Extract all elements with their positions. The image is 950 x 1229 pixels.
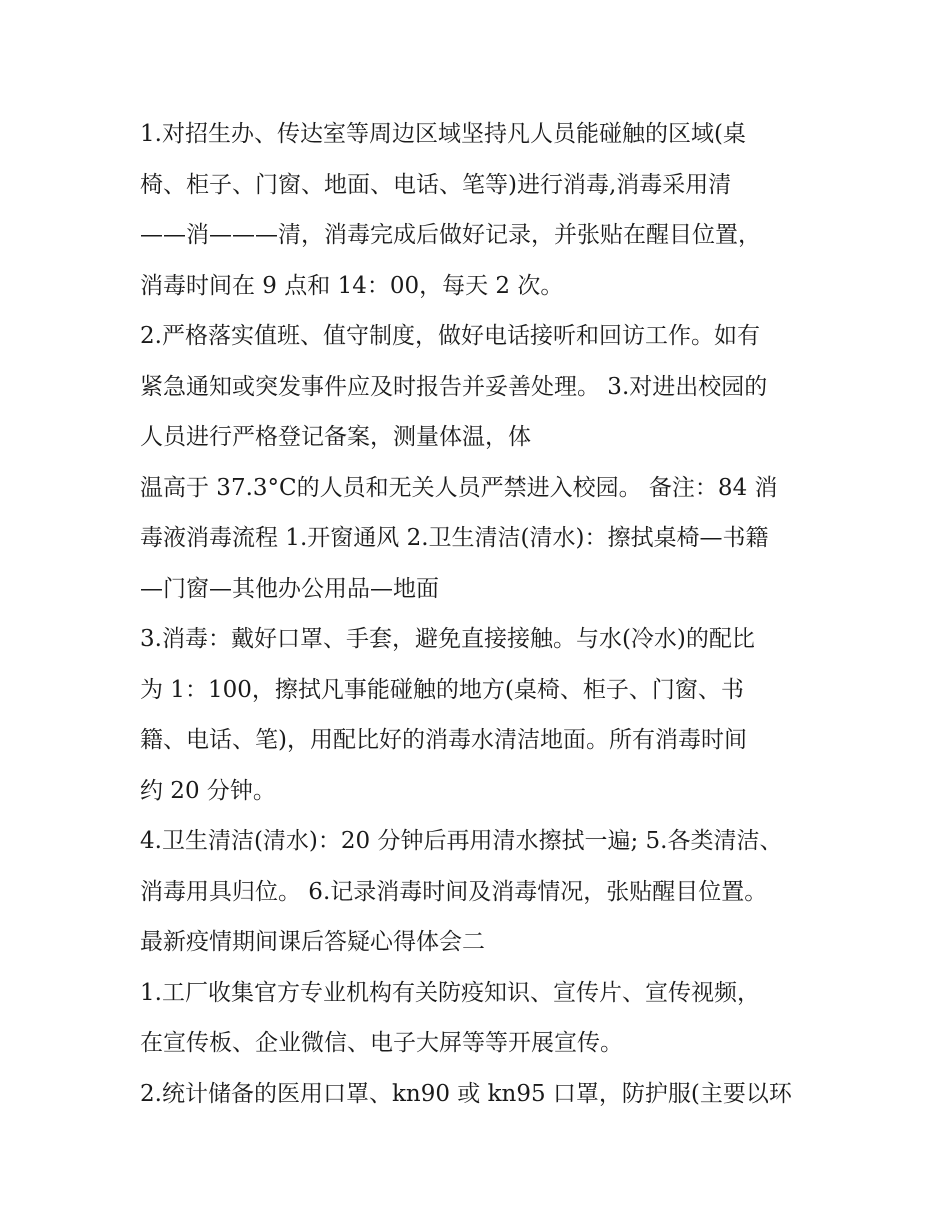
text-line: 为 1：100，擦拭凡事能碰触的地方(桌椅、柜子、门窗、书: [140, 676, 744, 703]
text-line: —门窗—其他办公用品—地面: [140, 575, 439, 602]
text-line: 紧急通知或突发事件应及时报告并妥善处理。 3.对进出校园的: [140, 373, 768, 400]
text-line: 约 20 分钟。: [140, 777, 276, 804]
document-body: [140, 109, 820, 1119]
text-line: 1.对招生办、传达室等周边区域坚持凡人员能碰触的区域(桌: [140, 121, 746, 147]
text-line: 3.消毒：戴好口罩、手套，避免直接接触。与水(冷水)的配比: [140, 626, 755, 652]
text-line: 毒液消毒流程 1.开窗通风 2.卫生清洁(清水)：擦拭桌椅—书籍: [140, 525, 769, 551]
text-line: ——消———清，消毒完成后做好记录，并张贴在醒目位置，: [140, 222, 761, 248]
text-line: 4.卫生清洁(清水)：20 分钟后再用清水擦拭一遍; 5.各类清洁、: [140, 828, 783, 854]
text-line: 人员进行严格登记备案，测量体温，体: [140, 424, 531, 450]
text-line: 温高于 37.3°C的人员和无关人员严禁进入校园。 备注：84 消: [140, 474, 778, 501]
text-line: 消毒用具归位。 6.记录消毒时间及消毒情况，张贴醒目位置。: [140, 878, 768, 905]
text-line: 1.工厂收集官方专业机构有关防疫知识、宣传片、宣传视频，: [140, 979, 760, 1006]
text-line: 籍、电话、笔)，用配比好的消毒水清洁地面。所有消毒时间: [140, 727, 747, 753]
text-line: 在宣传板、企业微信、电子大屏等等开展宣传。: [140, 1030, 623, 1056]
text-line: 2.严格落实值班、值守制度，做好电话接听和回访工作。如有: [140, 323, 760, 349]
text-line: 消毒时间在 9 点和 14：00，每天 2 次。: [140, 272, 564, 299]
text-line: 椅、柜子、门窗、地面、电话、笔等)进行消毒,消毒采用清: [140, 171, 732, 198]
text-line: 2.统计储备的医用口罩、kn90 或 kn95 口罩，防护服(主要以环: [140, 1080, 792, 1107]
section-heading: 最新疫情期间课后答疑心得体会二: [140, 929, 485, 955]
